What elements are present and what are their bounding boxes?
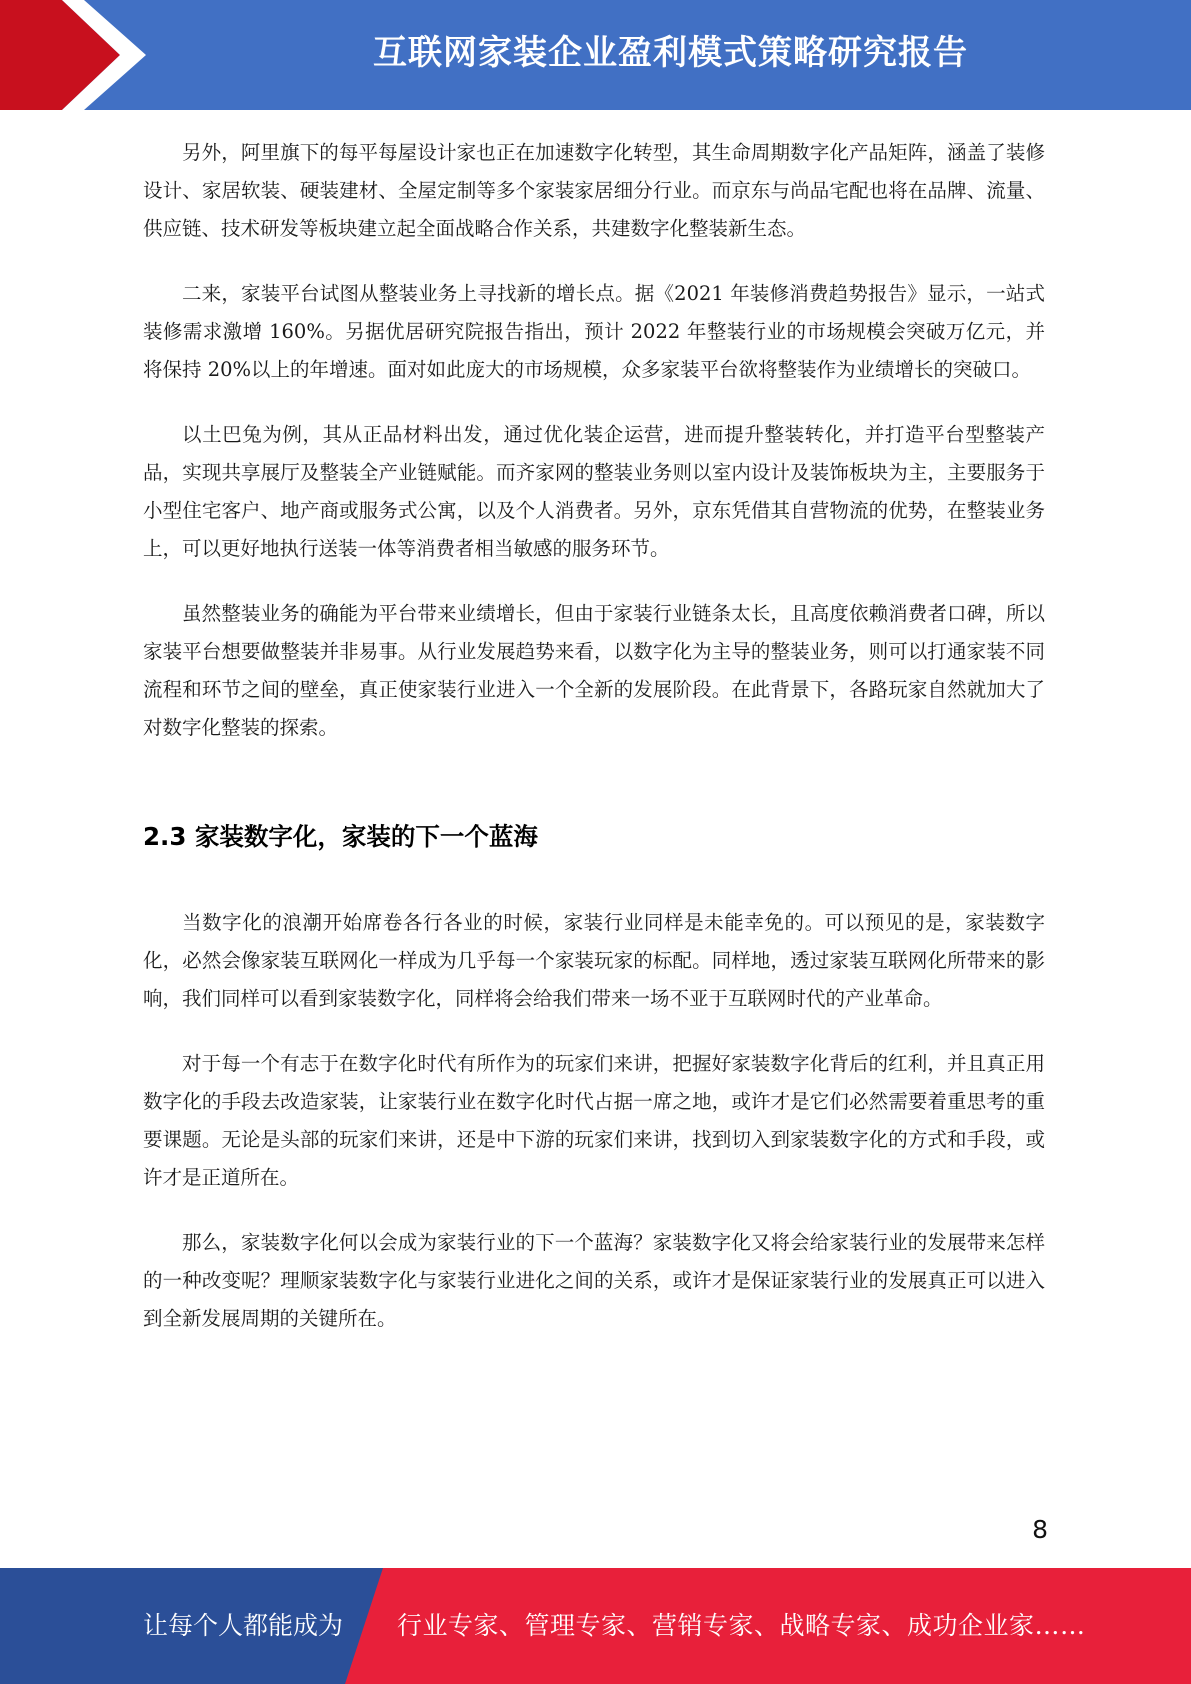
footer-slogan-right: 行业专家、管理专家、营销专家、战略专家、成功企业家…… xyxy=(397,1611,1086,1640)
body-paragraph: 另外，阿里旗下的每平每屋设计家也正在加速数字化转型，其生命周期数字化产品矩阵，涵盖了装修设计、家居软装、硬装建材、全屋定制等多个家装家居细分行业。而京东与尚品宅配也将在品牌、流量、供应链、技术研发等板块建立起全面战略合作关系，共建数字化整装新生态。 xyxy=(143,141,1045,240)
body-paragraph: 以土巴兔为例，其从正品材料出发，通过优化装企运营，进而提升整装转化，并打造平台型整装产品，实现共享展厅及整装全产业链赋能。而齐家网的整装业务则以室内设计及装饰板块为主，主要服务于小型住宅客户、地产商或服务式公寓，以及个人消费者。另外，京东凭借其自营物流的优势，在整装业务上，可以更好地执行送装一体等消费者相当敏感的服务环节。 xyxy=(143,423,1045,560)
page-footer xyxy=(0,1568,1191,1684)
body-paragraph: 对于每一个有志于在数字化时代有所作为的玩家们来讲，把握好家装数字化背后的红利，并且真正用数字化的手段去改造家装，让家装行业在数字化时代占据一席之地，或许才是它们必然需要着重思考的重要课题。无论是头部的玩家们来讲，还是中下游的玩家们来讲，找到切入到家装数字化的方式和手段，或许才是正道所在。 xyxy=(143,1052,1045,1189)
section-heading: 2.3 家装数字化，家装的下一个蓝海 xyxy=(143,822,538,851)
body-paragraph: 虽然整装业务的确能为平台带来业绩增长，但由于家装行业链条太长，且高度依赖消费者口碑，所以家装平台想要做整装并非易事。从行业发展趋势来看，以数字化为主导的整装业务，则可以打通家装不同流程和环节之间的壁垒，真正使家装行业进入一个全新的发展阶段。在此背景下，各路玩家自然就加大了对数字化整装的探索。 xyxy=(143,602,1045,739)
page-number: 8 xyxy=(1032,1515,1048,1544)
page-header xyxy=(0,0,1191,110)
footer-slogan-left: 让每个人都能成为 xyxy=(143,1611,344,1640)
report-title: 互联网家装企业盈利模式策略研究报告 xyxy=(373,33,968,73)
body-paragraph: 那么，家装数字化何以会成为家装行业的下一个蓝海？家装数字化又将会给家装行业的发展带来怎样的一种改变呢？理顺家装数字化与家装行业进化之间的关系，或许才是保证家装行业的发展真正可以进入到全新发展周期的关键所在。 xyxy=(143,1231,1045,1330)
body-paragraph: 二来，家装平台试图从整装业务上寻找新的增长点。据《2021 年装修消费趋势报告》显示，一站式装修需求激增 160%。另据优居研究院报告指出，预计 2022 年整装行业的市场规模会突破万亿元，并将保持 20%以上的年增速。面对如此庞大的市场规模，众多家装平台欲将整装作为业绩增长的突破口。 xyxy=(143,282,1045,381)
page-content xyxy=(143,134,1045,1338)
body-paragraph: 当数字化的浪潮开始席卷各行各业的时候，家装行业同样是未能幸免的。可以预见的是，家装数字化，必然会像家装互联网化一样成为几乎每一个家装玩家的标配。同样地，透过家装互联网化所带来的影响，我们同样可以看到家装数字化，同样将会给我们带来一场不亚于互联网时代的产业革命。 xyxy=(143,911,1045,1010)
header-arrow-decoration xyxy=(0,0,160,110)
